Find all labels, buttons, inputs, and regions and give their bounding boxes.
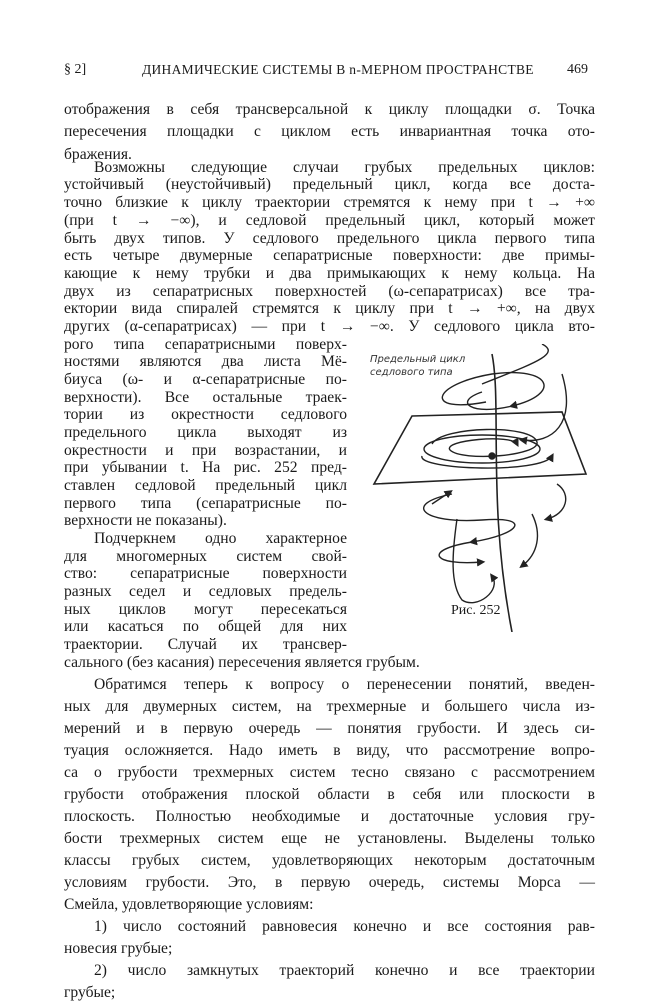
text-line: бости трехмерных систем еще не установлены. Выделены только: [64, 830, 595, 847]
text-line: Подчеркнем одно характерное: [94, 530, 347, 547]
text-line: грубые;: [64, 984, 116, 1001]
text-line: первого типа (сепаратрисные по-: [64, 495, 347, 512]
text-line: Обратимся теперь к вопросу о перенесении понятий, введен-: [94, 676, 595, 693]
text-line: ных для двумерных систем, на трехмерные и большего числа из-: [64, 698, 595, 715]
text-line: кающие к нему трубки и два примыкающих к нему кольца. На: [64, 265, 595, 282]
text-line: 1) число состояний равновесия конечно и все состояния рав-: [94, 918, 595, 935]
text-line: сального (без касания) пересечения является грубым.: [64, 654, 420, 671]
text-line: траектории. Случай их трансвер-: [64, 636, 347, 653]
figure-caption: Рис. 252: [451, 603, 501, 618]
text-line: быть двух типов. У седлового предельного цикла первого типа: [64, 230, 595, 247]
text-line: или касаться по общей для них: [64, 618, 347, 635]
text-line: 2) число замкнутых траекторий конечно и все траектории: [94, 962, 595, 979]
text-line: устойчивый (неустойчивый) предельный цикл, когда все доста-: [64, 176, 595, 193]
figure-label-line2: седлового типа: [370, 367, 453, 378]
text-line: при убывании t. На рис. 252 пред-: [64, 459, 347, 476]
text-line: биуса (ω- и α-сепаратрисные по-: [64, 371, 347, 388]
transversal-plane: [374, 412, 586, 484]
text-line: Смейла, удовлетворяющие условиям:: [64, 896, 314, 913]
text-line: плоскость. Полностью необходимые и достаточные условия гру-: [64, 808, 595, 825]
text-line: верхности не показаны).: [64, 512, 227, 529]
text-line: ных циклов могут пересекаться: [64, 601, 347, 618]
section-number: § 2]: [64, 62, 87, 77]
inner-spiral: [432, 429, 537, 456]
running-title: ДИНАМИЧЕСКИЕ СИСТЕМЫ В n-МЕРНОМ ПРОСТРАНСТВЕ: [142, 62, 534, 77]
text-line: окрестности и при возрастании, и: [64, 442, 347, 459]
text-line: ностями являются два листа Мё-: [64, 353, 347, 370]
text-line: двух из сепаратрисных поверхностей (ω-сепаратрисах) все тра-: [64, 283, 595, 300]
text-line: точно близкие к циклу траектории стремятся к нему при t → +∞: [64, 194, 595, 211]
text-line: предельного цикла выходят из: [64, 424, 347, 441]
saddle-limit-cycle-figure: [362, 344, 597, 632]
text-line: грубости отображения плоской области в себя или плоскости в: [64, 786, 595, 803]
text-line: новесия грубые;: [64, 940, 173, 957]
text-line: са о грубости трехмерных систем тесно связано с рассмотрением: [64, 764, 595, 781]
text-line: рого типа сепаратрисными поверх-: [64, 336, 347, 353]
text-line: классы грубых систем, удовлетворяющих некоторым достаточным: [64, 852, 595, 869]
text-line: туация осложняется. Надо иметь в виду, что рассмотрение вопро-: [64, 742, 595, 759]
central-trajectory: [492, 354, 512, 632]
text-line: пересечения площадки с циклом есть инвариантная точка ото-: [64, 123, 595, 140]
text-line: (при t → −∞), и седловой предельный цикл, который может: [64, 212, 595, 229]
running-header: [64, 62, 588, 82]
text-line: мерений и в первую очередь — понятия грубости. И здесь си-: [64, 720, 595, 737]
text-line: ставлен седловой предельный цикл: [64, 477, 347, 494]
text-line: бражения.: [64, 146, 132, 163]
text-line: есть четыре двумерные сепаратрисные поверхности: две примы-: [64, 247, 595, 264]
text-line: ство: сепаратрисные поверхности: [64, 565, 347, 582]
text-line: отображения в себя трансверсальной к циклу площадки σ. Точка: [64, 101, 595, 118]
text-line: условиям грубости. Это, в первую очередь, системы Морса —: [64, 874, 595, 891]
text-line: разных седел и седловых предель-: [64, 583, 347, 600]
text-line: для многомерных систем свой-: [64, 548, 347, 565]
text-line: других (α-сепаратрисах) — при t → −∞. У седлового цикла вто-: [64, 318, 595, 335]
page-number: 469: [567, 62, 588, 77]
text-line: тории из окрестности седлового: [64, 406, 347, 423]
text-line: верхности). Все остальные траек-: [64, 389, 347, 406]
text-line: Возможны следующие случаи грубых предельных циклов:: [94, 159, 595, 176]
figure-label-line1: Предельный цикл: [370, 354, 466, 365]
text-line: ектории вида спиралей стремятся к циклу при t → +∞, на двух: [64, 300, 595, 317]
